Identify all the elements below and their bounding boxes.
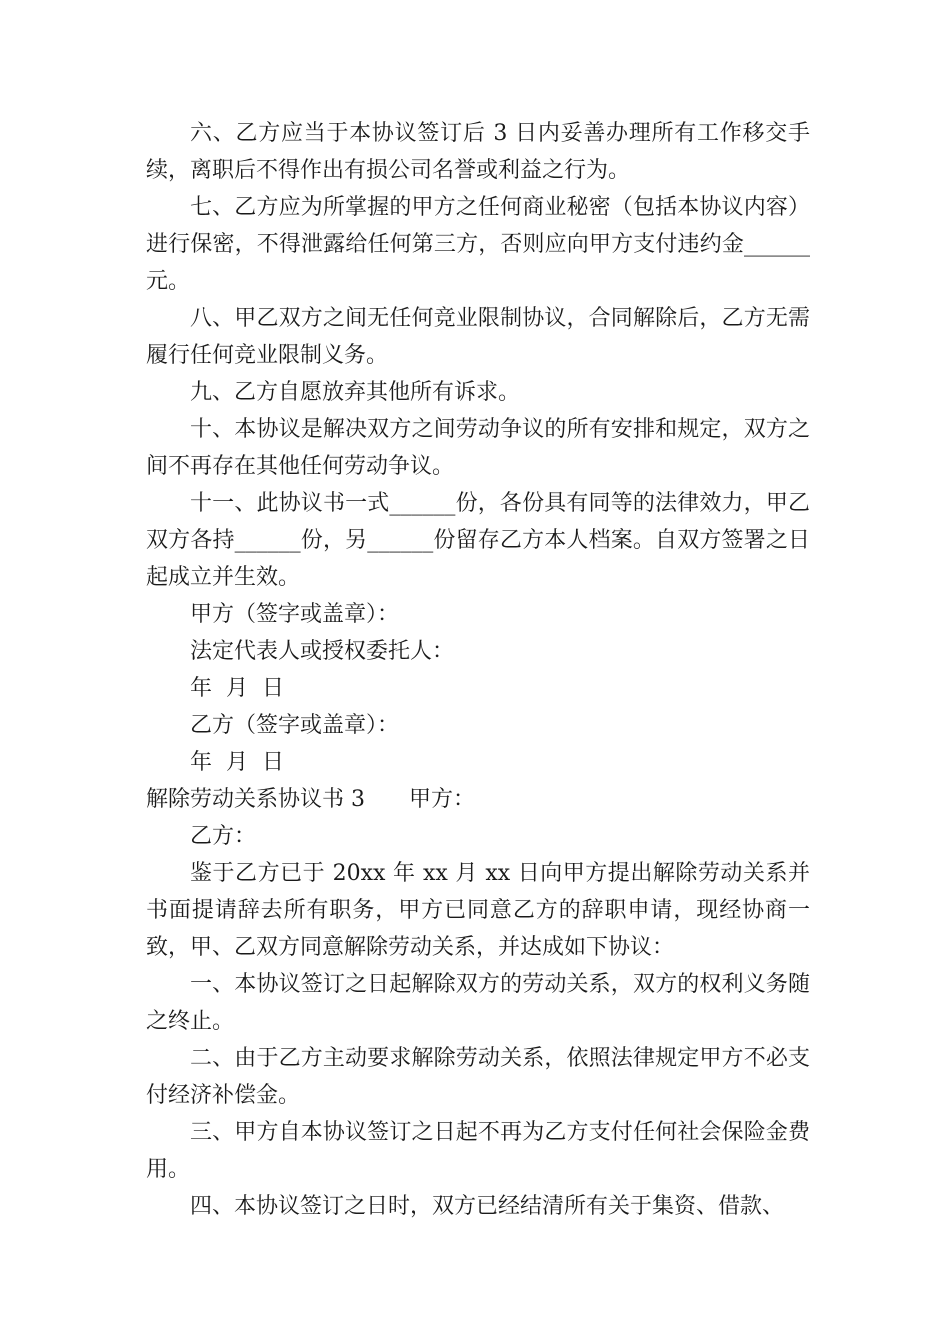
clause-2: 二、由于乙方主动要求解除劳动关系，依照法律规定甲方不必支付经济补偿金。	[146, 1046, 810, 1108]
party-b-signature: 乙方（签字或盖章）：	[190, 713, 400, 738]
date-b: 年 月 日	[190, 750, 284, 775]
clause-1: 一、本协议签订之日起解除双方的劳动关系，双方的权利义务随之终止。	[146, 972, 810, 1034]
party-a-signature: 甲方（签字或盖章）：	[190, 602, 400, 627]
clause-4: 四、本协议签订之日时，双方已经结清所有关于集资、借款、	[190, 1194, 785, 1219]
clause-3: 三、甲方自本协议签订之日起不再为乙方支付任何社会保险金费用。	[146, 1120, 810, 1182]
clause-10: 十、本协议是解决双方之间劳动争议的所有安排和规定，双方之间不再存在其他任何劳动争议。	[146, 417, 810, 479]
section-3-title: 解除劳动关系协议书 3	[146, 787, 365, 812]
party-a-label: 甲方：	[409, 787, 476, 812]
clause-8: 八、甲乙双方之间无任何竞业限制协议，合同解除后，乙方无需履行任何竞业限制义务。	[146, 306, 810, 368]
clause-7: 七、乙方应为所掌握的甲方之任何商业秘密（包括本协议内容）进行保密，不得泄露给任何第三方，否则应向甲方支付违约金______元。	[146, 195, 810, 294]
section-3-heading	[146, 781, 810, 818]
party-b-label: 乙方：	[190, 824, 257, 849]
date-a: 年 月 日	[190, 676, 284, 701]
clause-9: 九、乙方自愿放弃其他所有诉求。	[190, 380, 521, 405]
representative-signature: 法定代表人或授权委托人：	[190, 639, 455, 664]
preamble: 鉴于乙方已于 20xx 年 xx 月 xx 日向甲方提出解除劳动关系并书面提请辞去所有职务，甲方已同意乙方的辞职申请，现经协商一致，甲、乙双方同意解除劳动关系，并达成如下协议：	[146, 861, 810, 960]
clause-6: 六、乙方应当于本协议签订后 3 日内妥善办理所有工作移交手续，离职后不得作出有损公司名誉或利益之行为。	[146, 121, 810, 183]
clause-11: 十一、此协议书一式______份，各份具有同等的法律效力，甲乙双方各持______份，另______份留存乙方本人档案。自双方签署之日起成立并生效。	[146, 491, 810, 590]
